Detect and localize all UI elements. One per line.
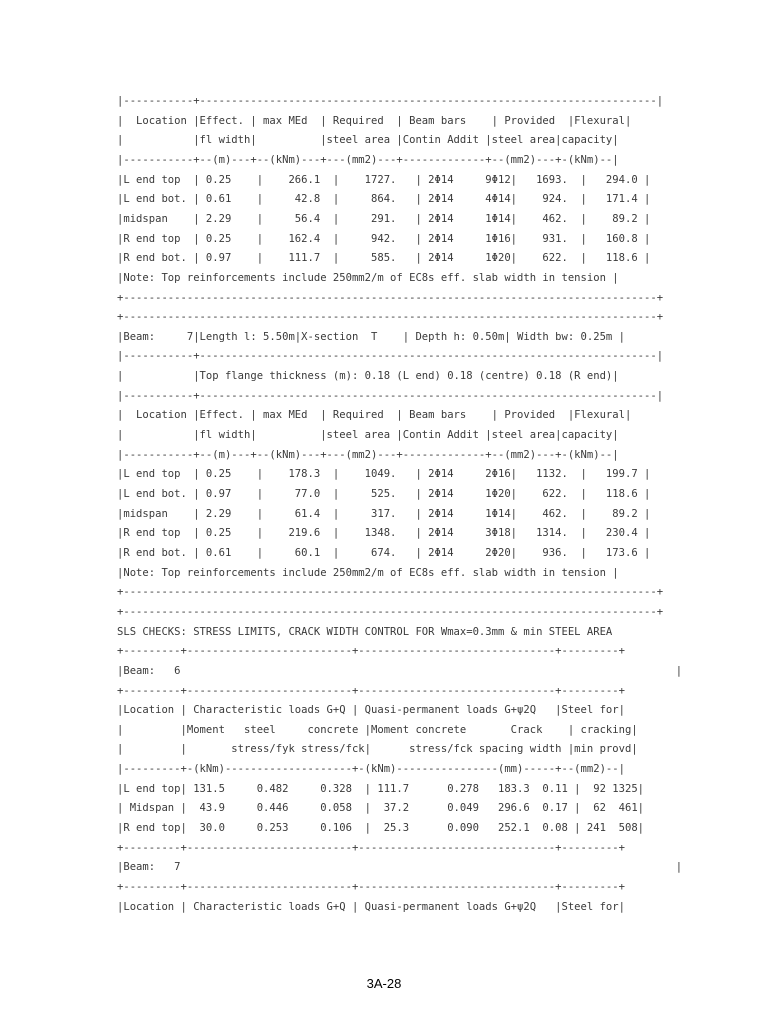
printout-line: |R end top| 30.0 0.253 0.106 | 25.3 0.090 252.1 0.08 | 241 508| [117,822,645,835]
printout-line: +---------+--------------------------+-------------------------------+---------+ [117,841,625,854]
printout-line: | |fl width| |steel area |Contin Addit |steel area|capacity| [117,134,619,147]
printout-line: |Location | Characteristic loads G+Q | Quasi-permanent loads G+ψ2Q |Steel for| [117,900,625,913]
printout-line: | |fl width| |steel area |Contin Addit |steel area|capacity| [117,429,619,442]
printout-line: +------------------------------------------------------------------------------------+ [117,291,664,304]
printout-line: |-----------+--(m)---+--(kNm)---+---(mm2)---+-------------+--(mm2)---+-(kNm)--| [117,448,619,461]
printout-line: | |Top flange thickness (m): 0.18 (L end) 0.18 (centre) 0.18 (R end)| [117,370,619,383]
printout-line: | |Moment steel concrete |Moment concrete Crack | cracking| [117,723,638,736]
printout-line: |-----------+------------------------------------------------------------------------| [117,95,664,107]
printout-line: |R end bot. | 0.61 | 60.1 | 674. | 2Φ14 2Φ20| 936. | 173.6 | [117,546,651,559]
printout-line: SLS CHECKS: STRESS LIMITS, CRACK WIDTH CONTROL FOR Wmax=0.3mm & min STEEL AREA [117,625,613,638]
printout-line: |---------+-(kNm)--------------------+-(kNm)----------------(mm)-----+--(mm2)--| [117,763,625,776]
printout-line: | Location |Effect. | max MEd | Required | Beam bars | Provided |Flexural| [117,114,632,127]
printout-line: |midspan | 2.29 | 61.4 | 317. | 2Φ14 1Φ14| 462. | 89.2 | [117,507,651,520]
printout-line: |midspan | 2.29 | 56.4 | 291. | 2Φ14 1Φ14| 462. | 89.2 | [117,212,651,225]
printout-line: |L end top | 0.25 | 178.3 | 1049. | 2Φ14 2Φ16| 1132. | 199.7 | [117,468,651,481]
printout-line: |L end bot. | 0.97 | 77.0 | 525. | 2Φ14 1Φ20| 622. | 118.6 | [117,488,651,500]
printout-line: |L end bot. | 0.61 | 42.8 | 864. | 2Φ14 4Φ14| 924. | 171.4 | [117,193,651,206]
printout-line: |R end bot. | 0.97 | 111.7 | 585. | 2Φ14 1Φ20| 622. | 118.6 | [117,252,651,265]
printout-line: |Beam: 7 | [117,861,683,874]
printout-line: +------------------------------------------------------------------------------------+ [117,605,664,618]
printout-line: |Note: Top reinforcements include 250mm2/m of EC8s eff. slab width in tension | [117,271,619,284]
printout-line: | | stress/fyk stress/fck| stress/fck spacing width |min provd| [117,743,638,756]
printout-line: |-----------+------------------------------------------------------------------------| [117,350,664,363]
printout-line: |Beam: 7|Length l: 5.50m|X-section T | Depth h: 0.50m| Width bw: 0.25m | [117,330,625,343]
printout-line: |R end top | 0.25 | 219.6 | 1348. | 2Φ14 3Φ18| 1314. | 230.4 | [117,527,651,540]
printout-line: |-----------+------------------------------------------------------------------------| [117,389,664,402]
page-number: 3A-28 [366,976,402,991]
printout-line: |Location | Characteristic loads G+Q | Quasi-permanent loads G+ψ2Q |Steel for| [117,704,625,717]
printout-line: +---------+--------------------------+-------------------------------+---------+ [117,684,625,697]
printout-line: |Note: Top reinforcements include 250mm2/m of EC8s eff. slab width in tension | [117,566,619,579]
printout-line: |L end top| 131.5 0.482 0.328 | 111.7 0.278 183.3 0.11 | 92 1325| [117,782,645,795]
printout-line: | Midspan | 43.9 0.446 0.058 | 37.2 0.049 296.6 0.17 | 62 461| [117,802,645,815]
printout-line: |L end top | 0.25 | 266.1 | 1727. | 2Φ14 9Φ12| 1693. | 294.0 | [117,173,651,186]
printout-line: |-----------+--(m)---+--(kNm)---+---(mm2)---+-------------+--(mm2)---+-(kNm)--| [117,153,619,166]
printout-line: +---------+--------------------------+-------------------------------+---------+ [117,881,625,893]
printout-line: | Location |Effect. | max MEd | Required | Beam bars | Provided |Flexural| [117,409,632,422]
printout-line: +------------------------------------------------------------------------------------+ [117,586,664,599]
printout-line: +---------+--------------------------+-------------------------------+---------+ [117,645,625,658]
printout-line: |R end top | 0.25 | 162.4 | 942. | 2Φ14 1Φ16| 931. | 160.8 | [117,232,651,245]
printout-line: +------------------------------------------------------------------------------------+ [117,311,664,324]
printout-line: |Beam: 6 | [117,664,683,677]
